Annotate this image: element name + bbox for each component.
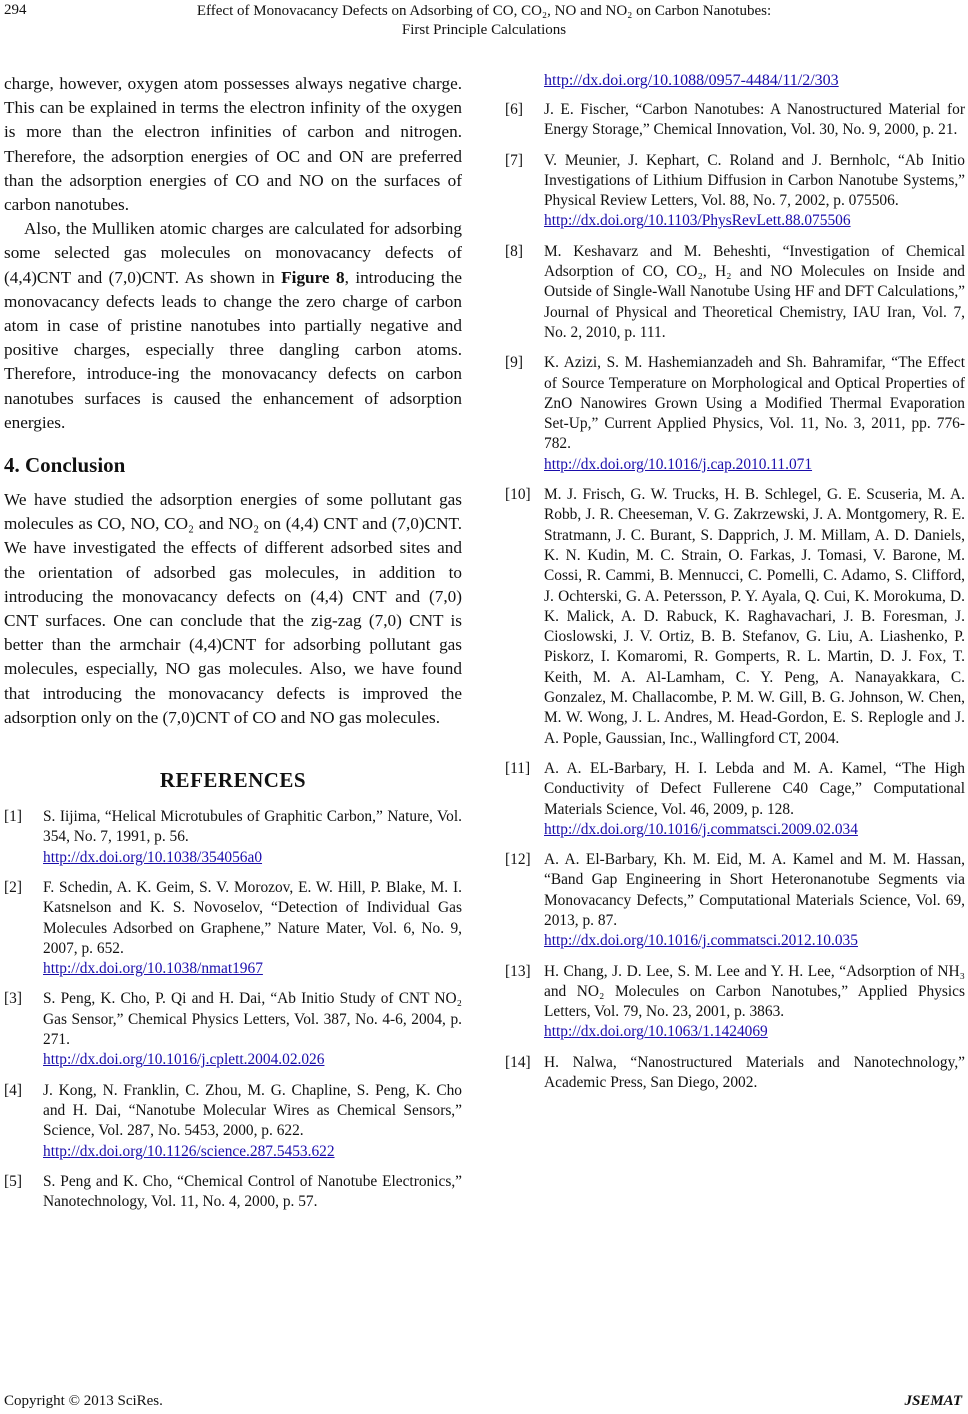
reference-text: S. Iijima, “Helical Microtubules of Graphitic Carbon,” Nature, Vol. 354, No. 7, 1991, p. 56. (43, 808, 462, 846)
reference-number: [6] (505, 101, 523, 118)
reference-doi-link[interactable]: http://dx.doi.org/10.1063/1.1424069 (544, 1023, 768, 1041)
page-number: 294 (4, 2, 27, 18)
reference-text: M. J. Frisch, G. W. Trucks, H. B. Schlegel, G. E. Scuseria, M. A. Robb, J. R. Cheeseman, V. G. Zakrzewski, J. A. Montgomery, R. E. Stratmann, J. C. Burant, S. Dapprich, J. M. Millam, A. D. Daniels, K. N. Kudin, M. C. Strain, O. Farkas, J. Tomasi, V. Barone, M. Cossi, R. Cammi, B. Mennucci, C. Pomelli, C. Adamo, S. Clifford, J. Ochterski, G. A. Petersson, P. Y. Ayala, Q. Cui, K. Morokuma, D. K. Malick, A. D. Rabuck, K. Raghavachari, J. B. Foresman, J. Cioslowski, J. V. Ortiz, B. B. Stefanov, G. Liu, A. Liashenko, P. Piskorz, I. Komaromi, R. Gomperts, R. L. Martin, D. J. Fox, T. Keith, M. A. Al-Lamham, C. Y. Peng, A. Nanayakkara, C. Gonzalez, M. Challacombe, P. M. W. Gill, B. G. Johnson, W. Chen, M. W. Wong, J. L. Andres, M. Head-Gordon, E. S. Replogle and J. A. Pople, Gaussian, Inc., Wallingford CT, 2004. (544, 486, 965, 747)
reference-number: [9] (505, 354, 523, 372)
reference-number: [3] (4, 990, 22, 1008)
reference-item (505, 1053, 965, 1094)
reference-item (4, 989, 462, 1070)
reference-item (505, 353, 965, 475)
reference-item (505, 759, 965, 840)
reference-list-left (4, 807, 462, 1212)
reference-body (43, 989, 462, 1070)
copyright-notice: Copyright © 2013 SciRes. (4, 1393, 163, 1409)
body-paragraph: charge, however, oxygen atom possesses always negative charge. This can be explained in terms the electron infinity of the oxygen is more than the electron infinities of carbon and nitrogen. Therefore, the adsorption energies of OC and ON are preferred than the adsorption energies of CO and NO on the surfaces of carbon nanotubes. (4, 74, 462, 215)
paragraph-text: Also, the Mulliken atomic charges are calculated for adsorbing some selected gas molecules on monovacancy defects of (4,4)CNT and (7,0)CNT. As shown in (4, 219, 462, 287)
reference-body (544, 353, 965, 475)
reference-body (544, 759, 965, 840)
reference-body (43, 1081, 462, 1162)
reference-doi-link[interactable]: http://dx.doi.org/10.1088/0957-4484/11/2/303 (544, 72, 839, 89)
reference-item (505, 485, 965, 749)
reference-text: M. Keshavarz and M. Beheshti, “Investigation of Chemical Adsorption of CO, CO₂, H₂ and NO Molecules on Inside and Outside of Single-Wall Nanotube Using HF and DFT Calculations,” Journal of Physical and Theoretical Chemistry, IAU Iran, Vol. 7, No. 2, 2010, p. 111. (544, 242, 965, 341)
reference-text: S. Peng and K. Cho, “Chemical Control of Nanotube Electronics,” Nanotechnology, Vol. 11, No. 4, 2000, p. 57. (43, 1172, 462, 1211)
reference-body (544, 850, 965, 951)
reference-doi-link[interactable]: http://dx.doi.org/10.1016/j.commatsci.2009.02.034 (544, 820, 858, 838)
reference-body (544, 242, 965, 343)
reference-body (43, 1172, 462, 1213)
page-header (0, 0, 968, 42)
reference-item (4, 1081, 462, 1162)
reference-text: J. E. Fischer, “Carbon Nanotubes: A Nanostructured Material for Energy Storage,” Chemical Innovation, Vol. 30, No. 9, 2000, p. 21. (544, 101, 965, 139)
reference-number: [8] (505, 242, 523, 260)
reference-item (4, 807, 462, 868)
reference-doi-link[interactable]: http://dx.doi.org/10.1103/PhysRevLett.88.075506 (544, 212, 851, 230)
reference-text: J. Kong, N. Franklin, C. Zhou, M. G. Chapline, S. Peng, K. Cho and H. Dai, “Nanotube Molecular Wires as Chemical Sensors,” Science, Vol. 287, No. 5453, 2000, p. 622. (43, 1081, 462, 1140)
reference-doi-link[interactable]: http://dx.doi.org/10.1038/nmat1967 (43, 960, 263, 978)
reference-number: [10] (505, 486, 531, 504)
paragraph-text: , introducing the monovacancy defects leads to change the zero charge of carbon atom in case of pristine nanotubes into partially negative and positive charges, especially three dangling carbon atoms. Therefore, introduce-ing the monovacancy defects on carbon nanotubes surfaces is caused the enhancement of adsorption energies. (4, 267, 462, 432)
page-footer (0, 1393, 968, 1413)
reference-item (505, 100, 965, 141)
reference-text: A. A. EL-Barbary, H. I. Lebda and M. A. Kamel, “The High Conductivity of Defect Fullerene C40 Cage,” Computational Materials Science, Vol. 46, 2009, p. 128. (544, 759, 965, 818)
reference-number: [13] (505, 962, 531, 980)
reference-body (43, 807, 462, 868)
reference-item (4, 878, 462, 979)
running-title-line1: Effect of Monovacancy Defects on Adsorbing of CO, CO₂, NO and NO₂ on Carbon Nanotubes: (196, 3, 772, 19)
reference-item (505, 242, 965, 343)
reference-list-right (505, 100, 965, 1093)
reference-text: H. Chang, J. D. Lee, S. M. Lee and Y. H. Lee, “Adsorption of NH₃ and NO₂ Molecules on Carbon Nanotubes,” Applied Physics Letters, Vol. 79, No. 23, 2001, p. 3863. (544, 962, 965, 1021)
reference-doi-link[interactable]: http://dx.doi.org/10.1038/354056a0 (43, 848, 263, 866)
body-paragraph-mulliken (4, 217, 462, 435)
right-column (505, 72, 965, 1103)
reference-doi-link[interactable]: http://dx.doi.org/10.1126/science.287.5453.622 (43, 1142, 335, 1160)
left-column (4, 72, 462, 1222)
reference-number: [11] (505, 759, 531, 777)
reference-doi-link[interactable]: http://dx.doi.org/10.1016/j.cplett.2004.02.026 (43, 1051, 325, 1069)
reference-body (544, 1053, 965, 1094)
reference-body (544, 100, 965, 141)
reference-doi-link[interactable]: http://dx.doi.org/10.1016/j.cap.2010.11.071 (544, 455, 813, 473)
reference-item (505, 850, 965, 951)
reference-item (4, 1172, 462, 1213)
reference-text: V. Meunier, J. Kephart, C. Roland and J. Bernholc, “Ab Initio Investigations of Lithium Diffusion in Carbon Nanotube Systems,” Physical Review Letters, Vol. 88, No. 7, 2002, p. 075506. (544, 151, 965, 210)
reference-body (544, 962, 965, 1043)
reference-number: [2] (4, 878, 22, 896)
reference-number: [4] (4, 1081, 22, 1099)
reference-doi-link[interactable]: http://dx.doi.org/10.1016/j.commatsci.2012.10.035 (544, 932, 858, 950)
reference-number: [5] (4, 1172, 22, 1190)
reference-number: [14] (505, 1053, 531, 1071)
reference-number: [12] (505, 851, 531, 869)
reference-text: K. Azizi, S. M. Hashemianzadeh and Sh. Bahramifar, “The Effect of Source Temperature on Morphological and Optical Properties of ZnO Nanowires Grown Using a Modified Thermal Evaporation Set-Up,” Current Applied Physics, Vol. 11, No. 3, 2011, pp. 776-782. (544, 354, 965, 453)
reference-body (544, 485, 965, 749)
reference-text: A. A. El-Barbary, Kh. M. Eid, M. A. Kamel and M. M. Hassan, “Band Gap Engineering in Short Heteronanotube Segments via Monovacancy Defects,” Computational Materials Science, Vol. 69, 2013, p. 87. (544, 851, 965, 929)
reference-item (505, 151, 965, 232)
reference-text: S. Peng, K. Cho, P. Qi and H. Dai, “Ab Initio Study of CNT NO₂ Gas Sensor,” Chemical Physics Letters, Vol. 387, No. 4-6, 2004, p. 271. (43, 990, 462, 1049)
reference-text: H. Nalwa, “Nanostructured Materials and Nanotechnology,” Academic Press, San Diego, 2002. (544, 1053, 965, 1092)
journal-abbreviation: JSEMAT (904, 1393, 962, 1409)
running-title-line2: First Principle Calculations (401, 22, 567, 38)
running-title (0, 2, 968, 40)
reference-number: [1] (4, 808, 22, 826)
references-heading: REFERENCES (159, 768, 307, 793)
conclusion-paragraph: We have studied the adsorption energies of some pollutant gas molecules as CO, NO, CO₂ and NO₂ on (4,4) CNT and (7,0)CNT. We have investigated the effects of different adsorbed sites and the orientation of adsorbed gas molecules, in addition to introducing the monovacancy defects on (4,4) CNT and (7,0) CNT surfaces. One can conclude that the zig-zag (7,0) CNT is better than the armchair (4,4)CNT for adsorbing pollutant gas molecules, especially, NO gas molecules. Also, we have found that introducing the monovacancy defects is improved the adsorption only on the (7,0)CNT of CO and NO gas molecules. (4, 490, 462, 727)
conclusion-heading: 4. Conclusion (4, 453, 126, 478)
reference-text: F. Schedin, A. K. Geim, S. V. Morozov, E. W. Hill, P. Blake, M. I. Katsnelson and K. S. Novoselov, “Detection of Individual Gas Molecules Adsorbed on Graphene,” Nature Mater, Vol. 6, No. 9, 2007, p. 652. (43, 878, 462, 957)
figure-reference: Figure 8 (281, 267, 345, 287)
reference-item (505, 962, 965, 1043)
reference-number: [7] (505, 151, 523, 169)
reference-body (43, 878, 462, 979)
reference-body (544, 151, 965, 232)
